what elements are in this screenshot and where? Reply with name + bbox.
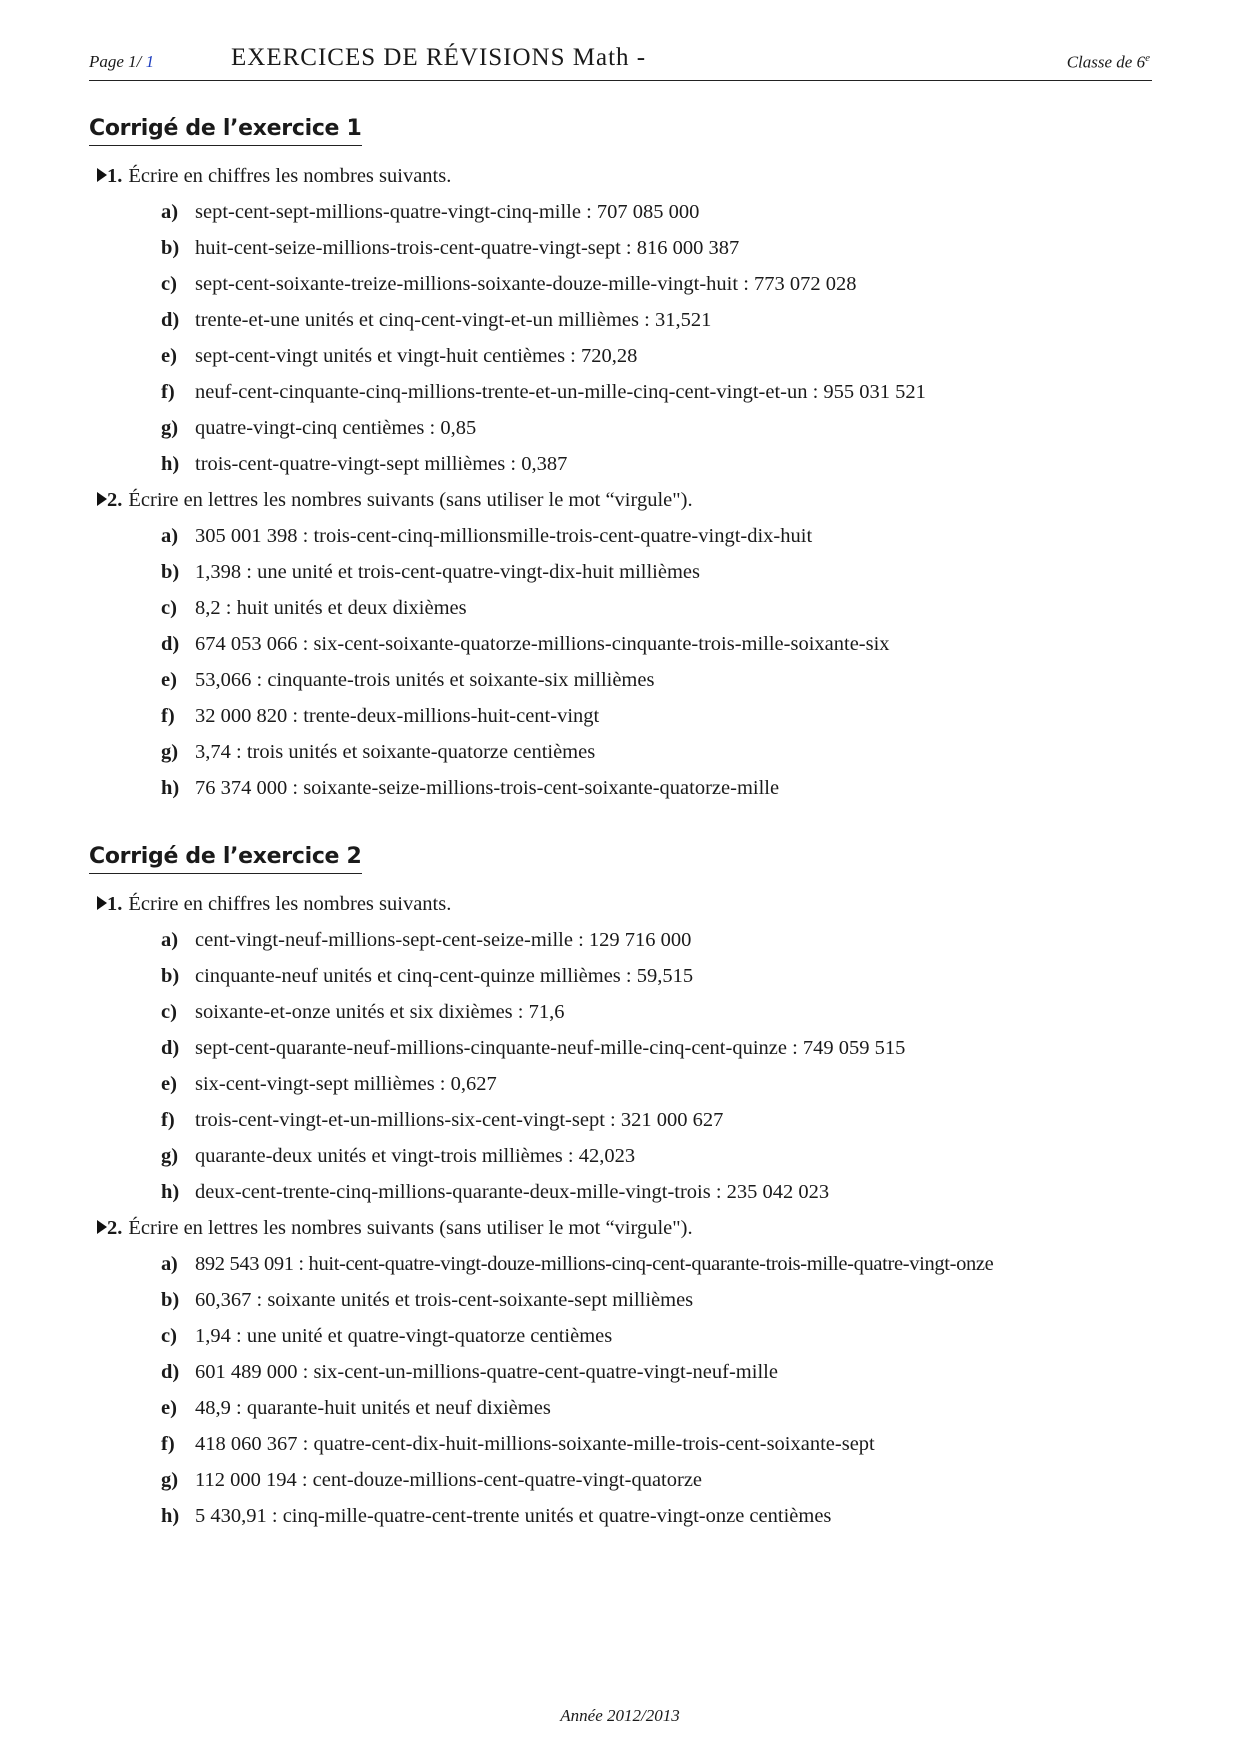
item-label: g) <box>161 1145 179 1167</box>
item-label: c) <box>161 1325 177 1347</box>
page-footer: Année 2012/2013 <box>560 1706 680 1725</box>
item-text: six-cent-vingt-sept millièmes : 0,627 <box>195 1073 497 1095</box>
item-text: 601 489 000 : six-cent-un-millions-quatre-cent-quatre-vingt-neuf-mille <box>195 1361 778 1383</box>
item-text: sept-cent-vingt unités et vingt-huit centièmes : 720,28 <box>195 345 638 367</box>
triangle-bullet-icon <box>97 1220 107 1234</box>
item-label: c) <box>161 1001 177 1023</box>
item-text: sept-cent-sept-millions-quatre-vingt-cinq-mille : 707 085 000 <box>195 201 700 223</box>
class-label-text: Classe de 6 <box>1066 52 1146 72</box>
section-title: Corrigé de l’exercice 2 <box>89 844 362 874</box>
list-item <box>89 1102 1179 1138</box>
list-item <box>89 1030 1179 1066</box>
list-item <box>89 266 1179 302</box>
question-1 <box>89 886 1179 922</box>
item-label: b) <box>161 237 180 259</box>
item-text: 112 000 194 : cent-douze-millions-cent-quatre-vingt-quatorze <box>195 1469 703 1491</box>
item-label: f) <box>161 1433 175 1455</box>
item-text: neuf-cent-cinquante-cinq-millions-trente-et-un-mille-cinq-cent-vingt-et-un : 955 031 521 <box>195 381 926 403</box>
item-label: h) <box>161 453 180 475</box>
item-text: 32 000 820 : trente-deux-millions-huit-cent-vingt <box>195 705 600 727</box>
item-text: trois-cent-vingt-et-un-millions-six-cent-vingt-sept : 321 000 627 <box>195 1109 724 1131</box>
item-label: d) <box>161 309 180 331</box>
item-label: a) <box>161 1253 178 1275</box>
item-label: h) <box>161 777 180 799</box>
list-item <box>89 230 1179 266</box>
item-text: 5 430,91 : cinq-mille-quatre-cent-trente unités et quatre-vingt-onze centièmes <box>195 1505 832 1527</box>
item-label: a) <box>161 525 179 547</box>
item-label: h) <box>161 1505 180 1527</box>
list-item <box>89 338 1179 374</box>
item-text: soixante-et-onze unités et six dixièmes : 71,6 <box>195 1001 565 1023</box>
question-text: Écrire en lettres les nombres suivants (sans utiliser le mot “virgule"). <box>128 1217 693 1239</box>
item-text: 76 374 000 : soixante-seize-millions-trois-cent-soixante-quatorze-mille <box>195 777 780 799</box>
item-text: trois-cent-quatre-vingt-sept millièmes : 0,387 <box>195 453 568 475</box>
item-text: 305 001 398 : trois-cent-cinq-millionsmille-trois-cent-quatre-vingt-dix-huit <box>195 525 813 547</box>
list-item <box>89 1282 1179 1318</box>
list-item <box>89 1138 1179 1174</box>
item-text: 1,94 : une unité et quatre-vingt-quatorze centièmes <box>195 1325 613 1347</box>
question-number: 1. <box>107 893 123 915</box>
list-item <box>89 734 1179 770</box>
item-label: f) <box>161 381 175 403</box>
list-item <box>89 374 1179 410</box>
item-label: e) <box>161 1073 177 1095</box>
question-number: 1. <box>107 165 123 187</box>
list-item <box>89 1318 1179 1354</box>
item-label: a) <box>161 201 179 223</box>
item-text: sept-cent-soixante-treize-millions-soixante-douze-mille-vingt-huit : 773 072 028 <box>195 273 857 295</box>
section-exercise-2 <box>89 844 1179 1534</box>
item-label: d) <box>161 1037 180 1059</box>
page-header <box>89 44 1152 81</box>
list-item <box>89 922 1179 958</box>
item-text: cent-vingt-neuf-millions-sept-cent-seize-mille : 129 716 000 <box>195 929 692 951</box>
item-label: b) <box>161 561 180 583</box>
item-label: f) <box>161 1109 175 1131</box>
item-text: 53,066 : cinquante-trois unités et soixante-six millièmes <box>195 669 655 691</box>
item-label: d) <box>161 633 180 655</box>
document-title: EXERCICES DE RÉVISIONS Math - <box>231 44 647 71</box>
list-item <box>89 302 1179 338</box>
item-label: g) <box>161 741 179 763</box>
class-label <box>1067 52 1150 73</box>
item-label: f) <box>161 705 175 727</box>
question-text: Écrire en chiffres les nombres suivants. <box>128 893 452 915</box>
section-title: Corrigé de l’exercice 1 <box>89 116 362 146</box>
question-2 <box>89 482 1179 518</box>
list-item <box>89 1462 1179 1498</box>
item-label: e) <box>161 669 177 691</box>
item-label: b) <box>161 965 180 987</box>
question-number: 2. <box>107 1217 123 1239</box>
item-label: g) <box>161 417 179 439</box>
item-text: 674 053 066 : six-cent-soixante-quatorze-millions-cinquante-trois-mille-soixante-six <box>195 633 890 655</box>
item-text: quatre-vingt-cinq centièmes : 0,85 <box>195 417 477 439</box>
item-text: quarante-deux unités et vingt-trois millièmes : 42,023 <box>195 1145 636 1167</box>
triangle-bullet-icon <box>97 168 107 182</box>
question-text: Écrire en chiffres les nombres suivants. <box>128 165 452 187</box>
item-label: g) <box>161 1469 179 1491</box>
question-1 <box>89 158 1179 194</box>
item-text: 1,398 : une unité et trois-cent-quatre-vingt-dix-huit millièmes <box>195 561 700 583</box>
list-item <box>89 410 1179 446</box>
item-label: h) <box>161 1181 180 1203</box>
question-2 <box>89 1210 1179 1246</box>
item-label: b) <box>161 1289 180 1311</box>
list-item <box>89 1498 1179 1534</box>
list-item <box>89 626 1179 662</box>
item-text: cinquante-neuf unités et cinq-cent-quinze millièmes : 59,515 <box>195 965 694 987</box>
list-item <box>89 554 1179 590</box>
list-item <box>89 994 1179 1030</box>
section-exercise-1 <box>89 116 1179 806</box>
list-item <box>89 1174 1179 1210</box>
triangle-bullet-icon <box>97 896 107 910</box>
item-text: huit-cent-seize-millions-trois-cent-quatre-vingt-sept : 816 000 387 <box>195 237 740 259</box>
list-item <box>89 770 1179 806</box>
item-label: d) <box>161 1361 180 1383</box>
class-label-sup: e <box>1145 52 1150 64</box>
page-number <box>89 52 154 72</box>
list-item <box>89 958 1179 994</box>
list-item <box>89 518 1179 554</box>
item-text: sept-cent-quarante-neuf-millions-cinquante-neuf-mille-cinq-cent-quinze : 749 059 515 <box>195 1037 906 1059</box>
page-total-link[interactable]: 1 <box>145 52 155 71</box>
item-text: 892 543 091 : huit-cent-quatre-vingt-douze-millions-cinq-cent-quarante-trois-mille-quatre-vingt-onze <box>195 1253 994 1275</box>
item-label: c) <box>161 273 177 295</box>
list-item <box>89 1390 1179 1426</box>
item-text: 418 060 367 : quatre-cent-dix-huit-millions-soixante-mille-trois-cent-soixante-sept <box>195 1433 875 1455</box>
list-item <box>89 590 1179 626</box>
triangle-bullet-icon <box>97 492 107 506</box>
page-number-label: Page 1/ <box>89 52 146 71</box>
item-text: deux-cent-trente-cinq-millions-quarante-deux-mille-vingt-trois : 235 042 023 <box>195 1181 830 1203</box>
item-text: 3,74 : trois unités et soixante-quatorze centièmes <box>195 741 596 763</box>
item-text: trente-et-une unités et cinq-cent-vingt-et-un millièmes : 31,521 <box>195 309 712 331</box>
list-item <box>89 1066 1179 1102</box>
item-text: 60,367 : soixante unités et trois-cent-soixante-sept millièmes <box>195 1289 694 1311</box>
item-label: e) <box>161 1397 177 1419</box>
item-label: e) <box>161 345 177 367</box>
item-label: a) <box>161 929 179 951</box>
list-item <box>89 1246 1179 1282</box>
list-item <box>89 662 1179 698</box>
question-text: Écrire en lettres les nombres suivants (sans utiliser le mot “virgule"). <box>128 489 693 511</box>
item-label: c) <box>161 597 177 619</box>
list-item <box>89 194 1179 230</box>
list-item <box>89 698 1179 734</box>
list-item <box>89 1426 1179 1462</box>
item-text: 8,2 : huit unités et deux dixièmes <box>195 597 467 619</box>
item-text: 48,9 : quarante-huit unités et neuf dixièmes <box>195 1397 551 1419</box>
question-number: 2. <box>107 489 123 511</box>
list-item <box>89 446 1179 482</box>
list-item <box>89 1354 1179 1390</box>
